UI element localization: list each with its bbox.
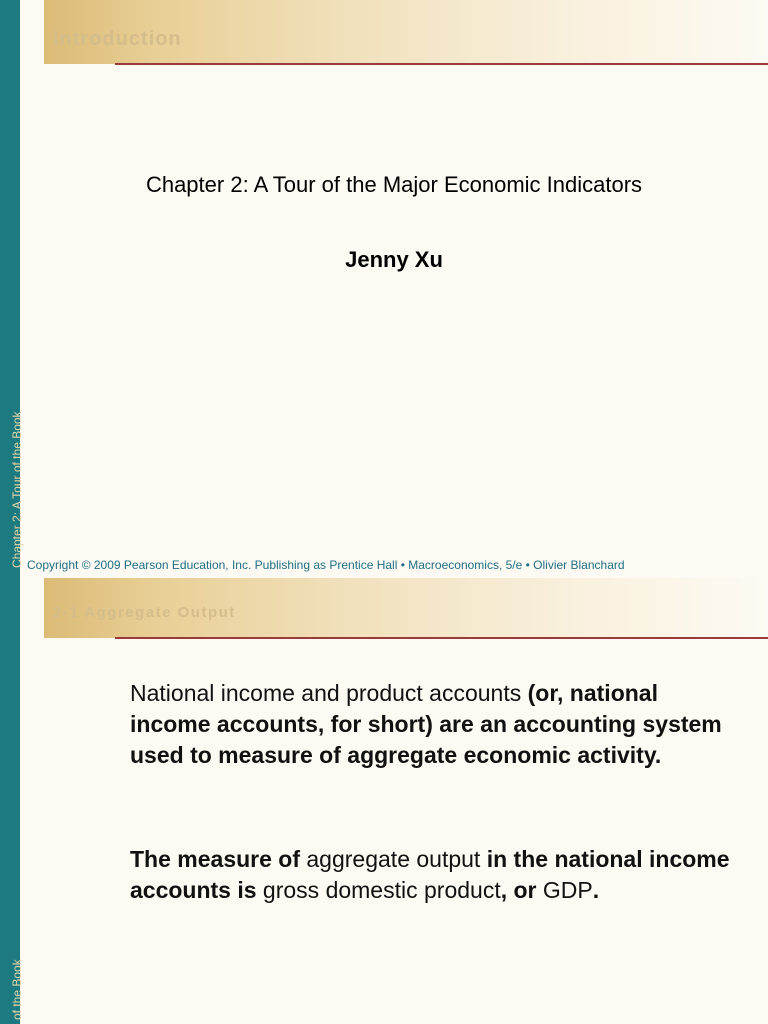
- slide-title: Chapter 2: A Tour of the Major Economic Indicators: [145, 172, 643, 197]
- para2-bold-3: , or: [500, 877, 537, 903]
- side-label-container: [0, 0, 24, 578]
- para2-bold-4: .: [592, 877, 600, 903]
- slide-header-title: Introduction: [53, 28, 182, 50]
- para1-bold: (or, national income accounts, for short) are an accounting system used to measure of aggregate economic activity.: [130, 680, 722, 768]
- slide-2: [0, 578, 768, 1024]
- header-notch: [20, 0, 44, 64]
- paragraph-gdp: [130, 844, 730, 906]
- para2-bold-2: in the national income accounts is: [130, 846, 730, 903]
- side-label-container: [0, 578, 24, 1024]
- author-name: Jenny Xu: [345, 247, 443, 272]
- para2-text-3: GDP: [536, 877, 593, 903]
- para2-bold-1: The measure of: [130, 846, 300, 872]
- side-label: Chapter 2: A Tour of the Book: [10, 411, 24, 568]
- copyright-line: Copyright © 2009 Pearson Education, Inc. Publishing as Prentice Hall • Macroeconomics, 5/e • Olivier Blanchard: [27, 558, 625, 572]
- header-notch: [20, 578, 44, 638]
- para2-text-1: aggregate output: [300, 846, 487, 872]
- para2-text-2: gross domestic product: [256, 877, 501, 903]
- header-rule: [115, 63, 768, 65]
- paragraph-national-income: [130, 678, 730, 771]
- side-label: of the Book: [10, 959, 24, 1020]
- header-rule: [115, 637, 768, 639]
- slide-header-title: 2-1 Aggregate Output: [53, 604, 236, 621]
- para1-text: National income and product accounts: [130, 680, 528, 706]
